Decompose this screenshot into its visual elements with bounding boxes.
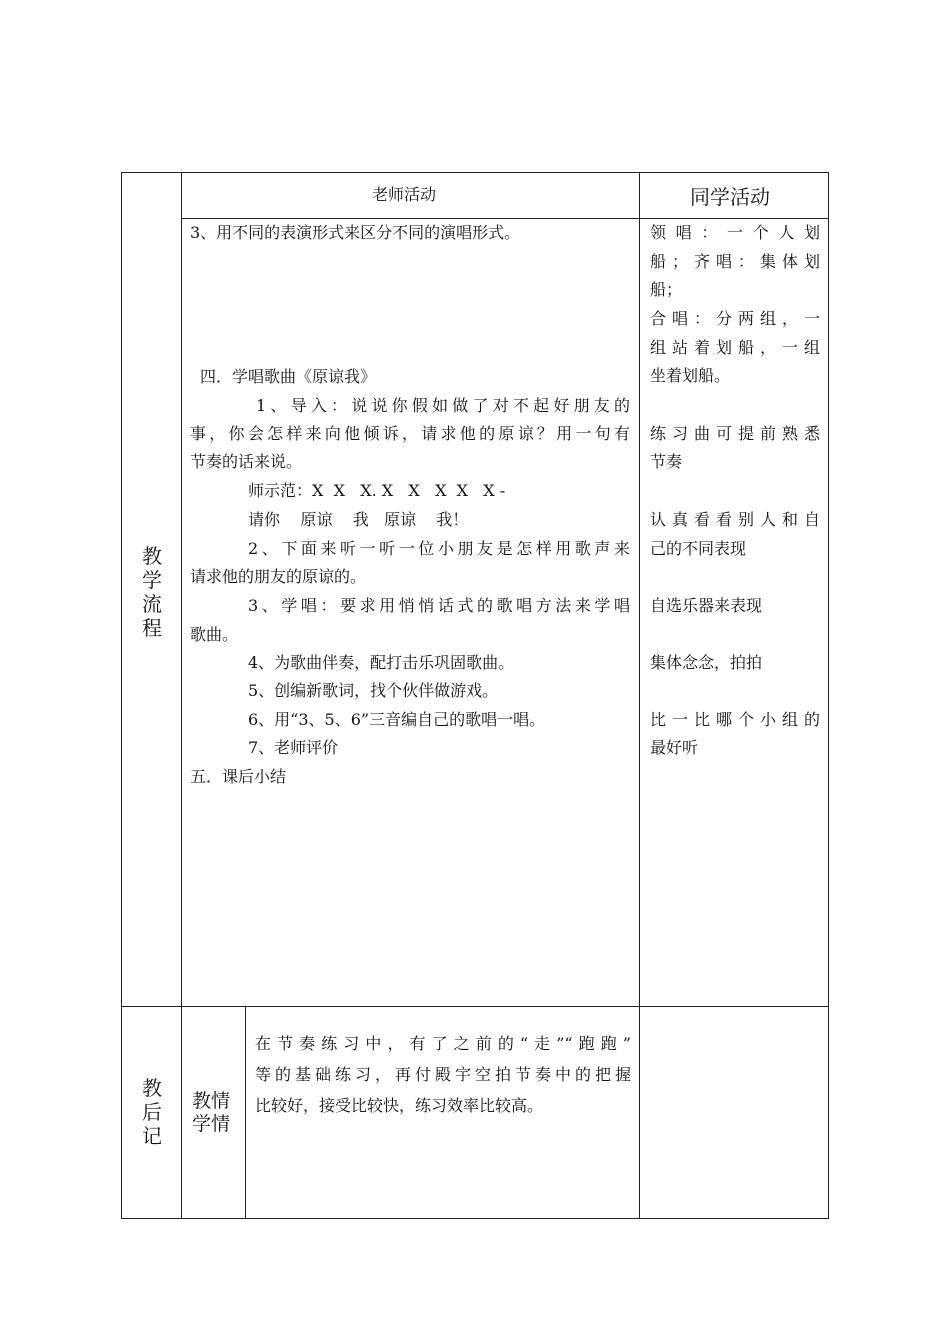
sublabel-column-border — [245, 1006, 246, 1219]
teacher-student-border — [639, 172, 640, 1219]
student-line: 领唱：一个人划 — [650, 223, 820, 242]
teacher-line: 3、学唱：要求用悄悄话式的歌唱方法来学唱 — [248, 596, 630, 615]
teacher-line: 3、用不同的表演形式来区分不同的演唱形式。 — [190, 223, 521, 242]
student-line: 认真看看别人和自 — [650, 510, 820, 529]
rhythm-lyrics: 请你 原谅 我 原谅 我！ — [248, 510, 469, 529]
section-heading: 四．学唱歌曲《原谅我》 — [200, 367, 377, 386]
student-line: 合唱：分两组，一 — [650, 309, 820, 328]
student-line: 比一比哪个小组的 — [650, 710, 820, 729]
label-column-border — [181, 172, 182, 1219]
teacher-line: 事，你会怎样来向他倾诉，请求他的原谅？用一句有 — [190, 424, 630, 443]
teacher-line: 1、导入：说说你假如做了对不起好朋友的 — [256, 396, 630, 415]
row2-sublabel-line: 学情 — [192, 1113, 231, 1135]
student-line: 组站着划船，一组 — [650, 338, 820, 357]
teacher-line: 歌曲。 — [190, 625, 239, 644]
teacher-line: 节奏的话来说。 — [190, 452, 303, 471]
student-line: 船； — [650, 280, 683, 299]
student-line: 己的不同表现 — [650, 539, 747, 558]
table-right-border — [828, 172, 829, 1219]
reflection-line: 等的基础练习，再付殿宇空拍节奏中的把握 — [255, 1065, 631, 1084]
student-line: 坐着划船。 — [650, 366, 731, 385]
student-line: 最好听 — [650, 738, 699, 757]
teacher-line: 5、创编新歌词，找个伙伴做游戏。 — [248, 681, 499, 700]
table-top-border — [121, 172, 829, 173]
table-bottom-border — [121, 1218, 829, 1219]
reflection-line: 在节奏练习中，有了之前的“走”“跑跑” — [255, 1034, 631, 1053]
reflection-line: 比较好，接受比较快，练习效率比较高。 — [255, 1096, 544, 1115]
header-teacher-activity: 老师活动 — [372, 185, 437, 204]
teacher-line: 请求他的朋友的原谅的。 — [190, 567, 367, 586]
row2-label-char: 后 — [142, 1100, 162, 1124]
teacher-line: 7、老师评价 — [248, 738, 339, 757]
teacher-line: 4、为歌曲伴奏，配打击乐巩固歌曲。 — [248, 653, 515, 672]
row2-sublabel-line: 教情 — [192, 1090, 231, 1112]
teacher-line: 6、用“3、5、6”三音编自己的歌唱一唱。 — [248, 710, 546, 729]
table-left-border — [121, 172, 122, 1219]
student-line: 船；齐唱：集体划 — [650, 252, 820, 271]
student-line: 节奏 — [650, 452, 683, 471]
row1-label-char: 教 — [142, 544, 162, 568]
row1-label-char: 学 — [142, 568, 162, 592]
row1-label-char: 程 — [142, 616, 162, 640]
rhythm-notation: 师示范：X X X. X X X X X - — [248, 481, 506, 500]
student-line: 自选乐器来表现 — [650, 596, 763, 615]
row1-label-char: 流 — [142, 592, 162, 616]
student-line: 练习曲可提前熟悉 — [650, 424, 820, 443]
row2-label-char: 记 — [142, 1124, 162, 1148]
row-divider — [121, 1006, 829, 1007]
student-line: 集体念念，拍拍 — [650, 653, 763, 672]
header-student-activity: 同学活动 — [690, 185, 770, 209]
teacher-line: 2、下面来听一听一位小朋友是怎样用歌声来 — [248, 539, 630, 558]
row2-label-char: 教 — [142, 1076, 162, 1100]
section-heading: 五．课后小结 — [190, 767, 287, 786]
